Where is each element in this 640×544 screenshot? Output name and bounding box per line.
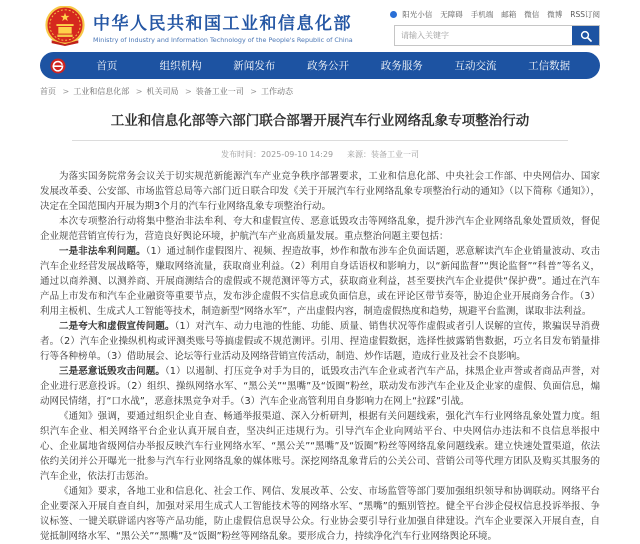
site-brand[interactable]	[44, 6, 353, 46]
nav-item[interactable]: 工信数据	[528, 60, 571, 72]
site-header	[0, 0, 640, 49]
paragraph-text: 《通知》强调，要通过组织企业自查、畅通举报渠道、深入分析研判，根据有关问题线索，强化汽车行业网络乱象处置力度。组织汽车企业、相关网络平台企业认真开展自查，坚决纠正违规行为。引导汽车企业向网站平台、中央网信办违法和不良信息举报中心、企业属地省级网信办举报反映汽车行业网络水军、“黑公关”“黑嘴”及“饭圈”粉丝等网络乱象问题线索。建立快速处置渠道，依法依约关闭并公开曝光一批参与汽车行业网络乱象的媒体账号。深挖网络乱象背后的公关公司、营销公司等代理方团队及购买其服务的汽车企业，依法打击惩治。	[40, 410, 600, 482]
publish-time: 2025-09-10 14:29	[260, 149, 334, 159]
paragraph-text: 为落实国务院常务会议关于切实规范新能源汽车产业竞争秩序部署要求，工业和信息化部、中央社会工作部、中央网信办、国家发展改革委、公安部、市场监管总局等六部门近日联合印发《关于开展汽车行业网络乱象专项整治行动的通知》（以下简称《通知》），决定在全国范围内开展为期3个月的汽车行业网络乱象专项整治行动。	[40, 170, 600, 212]
paragraph-lead: 二是夸大和虚假宣传问题。	[59, 320, 175, 332]
breadcrumb	[40, 86, 600, 97]
paragraph-text: 本次专项整治行动将集中整治非法牟利、夸大和虚假宣传、恶意诋毁攻击等网络乱象，提升涉汽车企业网络乱象处置质效，督促企业规范营销宣传行为，营造良好舆论环境，护航汽车产业高质量发展。重点整治问题主要包括：	[40, 215, 600, 242]
article-title: 工业和信息化部等六部门联合部署开展汽车行业网络乱象专项整治行动	[110, 113, 530, 129]
top-link[interactable]: 微博	[547, 10, 563, 19]
breadcrumb-item[interactable]: 工作动态	[261, 87, 293, 96]
source-label: 来源：	[347, 149, 372, 159]
publish-time-label: 发布时间：	[220, 149, 261, 159]
article-paragraph	[40, 244, 600, 319]
main-nav	[40, 52, 600, 79]
national-emblem-icon	[44, 6, 86, 46]
breadcrumb-item[interactable]: 工业和信息化部 >	[73, 86, 142, 97]
top-link[interactable]: RSS订阅	[570, 10, 600, 19]
top-link[interactable]: 手机端	[470, 10, 494, 19]
paragraph-text: （1）对汽车、动力电池的性能、功能、质量、销售状况等作虚假或者引人误解的宣传，欺骗误导消费者。（2）汽车企业操纵机构或评测类账号等搞虚假或不规范测评。引用、捏造虚假数据，选择性披露销售数据，巧立名目发布销量排行等各种榜单。（3）借助展会、论坛等行业活动及网络营销宣传活动，制造、炒作话题，造成行业及社会不良影响。	[40, 320, 600, 362]
mascot-icon	[390, 11, 397, 18]
paragraph-lead: 一是非法牟利问题。	[59, 245, 146, 257]
top-link[interactable]: 邮箱	[501, 10, 517, 19]
article-paragraph	[40, 409, 600, 484]
site-name-en: Ministry of Industry and Information Technology of the People's Republic of China	[93, 35, 353, 44]
top-link[interactable]: 无障碍	[440, 10, 463, 19]
search-button[interactable]	[572, 26, 599, 45]
top-link[interactable]: 微信	[524, 10, 540, 19]
nav-item[interactable]: 政务公开	[307, 60, 350, 72]
paragraph-text: （1）通过制作虚假图片、视频、捏造故事，炒作和散布涉车企负面话题，恶意解读汽车企业销量波动、攻击汽车企业经营发展战略等，赚取网络流量，获取商业利益。（2）利用自身话语权和影响力，以“新闻监督”“舆论监督”“科普”等名义，通过以商养测、以测养商、开展商测结合的虚假或不规范测评等方式，获取商业利益，甚至要挟汽车企业提供“保护费”。通过在汽车产品上市发布和汽车企业融资等重要节点，发布涉企虚假不实信息或负面信息，或在评论区带节奏等，胁迫企业开展商务合作。（3）利用主板机、生成式人工智能等技术，制造新型“网络水军”，产出虚假内容，制造虚假热度和趋势，规避平台监测，谋取非法利益。	[40, 245, 600, 317]
nav-item[interactable]: 新闻发布	[233, 60, 276, 72]
breadcrumb-item[interactable]: 机关司局 >	[147, 86, 192, 97]
paragraph-text: （1）以遏制、打压竞争对手为目的，诋毁攻击汽车企业或者汽车产品，抹黑企业声誉或者商品声誉，对企业进行恶意投诉。（2）组织、操纵网络水军、“黑公关”“黑嘴”及“饭圈”粉丝，联动发布涉汽车企业及企业家的虚假、负面信息，煽动网民情绪，打“口水战”，恶意抹黑竞争对手。（3）汽车企业高管利用自身影响力在网上“拉踩”引战。	[40, 365, 600, 407]
search-icon	[580, 30, 592, 42]
breadcrumb-item[interactable]: 首页 >	[40, 86, 69, 97]
title-divider	[72, 140, 568, 141]
paragraph-text: 《通知》要求，各地工业和信息化、社会工作、网信、发展改革、公安、市场监管等部门要加强组织领导和协调联动。网络平台企业要深入开展自查自纠，加强对采用生成式人工智能技术等的网络水军、“黑嘴”的甄别管控。健全平台涉企侵权信息投诉举报、争议标签、一键关联辟谣内容等产品功能，防止虚假信息误导公众。行业协会要引导行业加强自律建设。汽车企业要深入开展自查，自觉抵制网络水军、“黑公关”“黑嘴”及“饭圈”粉丝等网络乱象。要形成合力，持续净化汽车行业网络舆论环境。	[40, 485, 600, 542]
top-link[interactable]: 阳光小信	[402, 10, 433, 19]
article-paragraph	[40, 169, 600, 214]
site-name: 中华人民共和国工业和信息化部	[93, 13, 352, 34]
header-right	[390, 6, 600, 46]
search-box	[394, 25, 600, 46]
article-paragraph	[40, 364, 600, 409]
nav-item[interactable]: 首页	[96, 60, 118, 72]
miit-logo-icon	[50, 58, 66, 74]
paragraph-lead: 三是恶意诋毁攻击问题。	[59, 365, 166, 377]
search-input[interactable]	[395, 26, 572, 45]
article-body	[40, 169, 600, 544]
source: 装备工业一司	[371, 149, 420, 159]
article	[40, 103, 600, 544]
article-meta	[40, 149, 600, 160]
nav-item[interactable]: 组织机构	[159, 60, 202, 72]
article-paragraph	[40, 319, 600, 364]
nav-item[interactable]: 政务服务	[380, 60, 423, 72]
top-links	[390, 9, 600, 20]
article-paragraph	[40, 214, 600, 244]
brand-text	[93, 9, 353, 44]
article-paragraph	[40, 484, 600, 544]
breadcrumb-item[interactable]: 装备工业一司 >	[196, 86, 257, 97]
nav-item[interactable]: 互动交流	[454, 60, 497, 72]
